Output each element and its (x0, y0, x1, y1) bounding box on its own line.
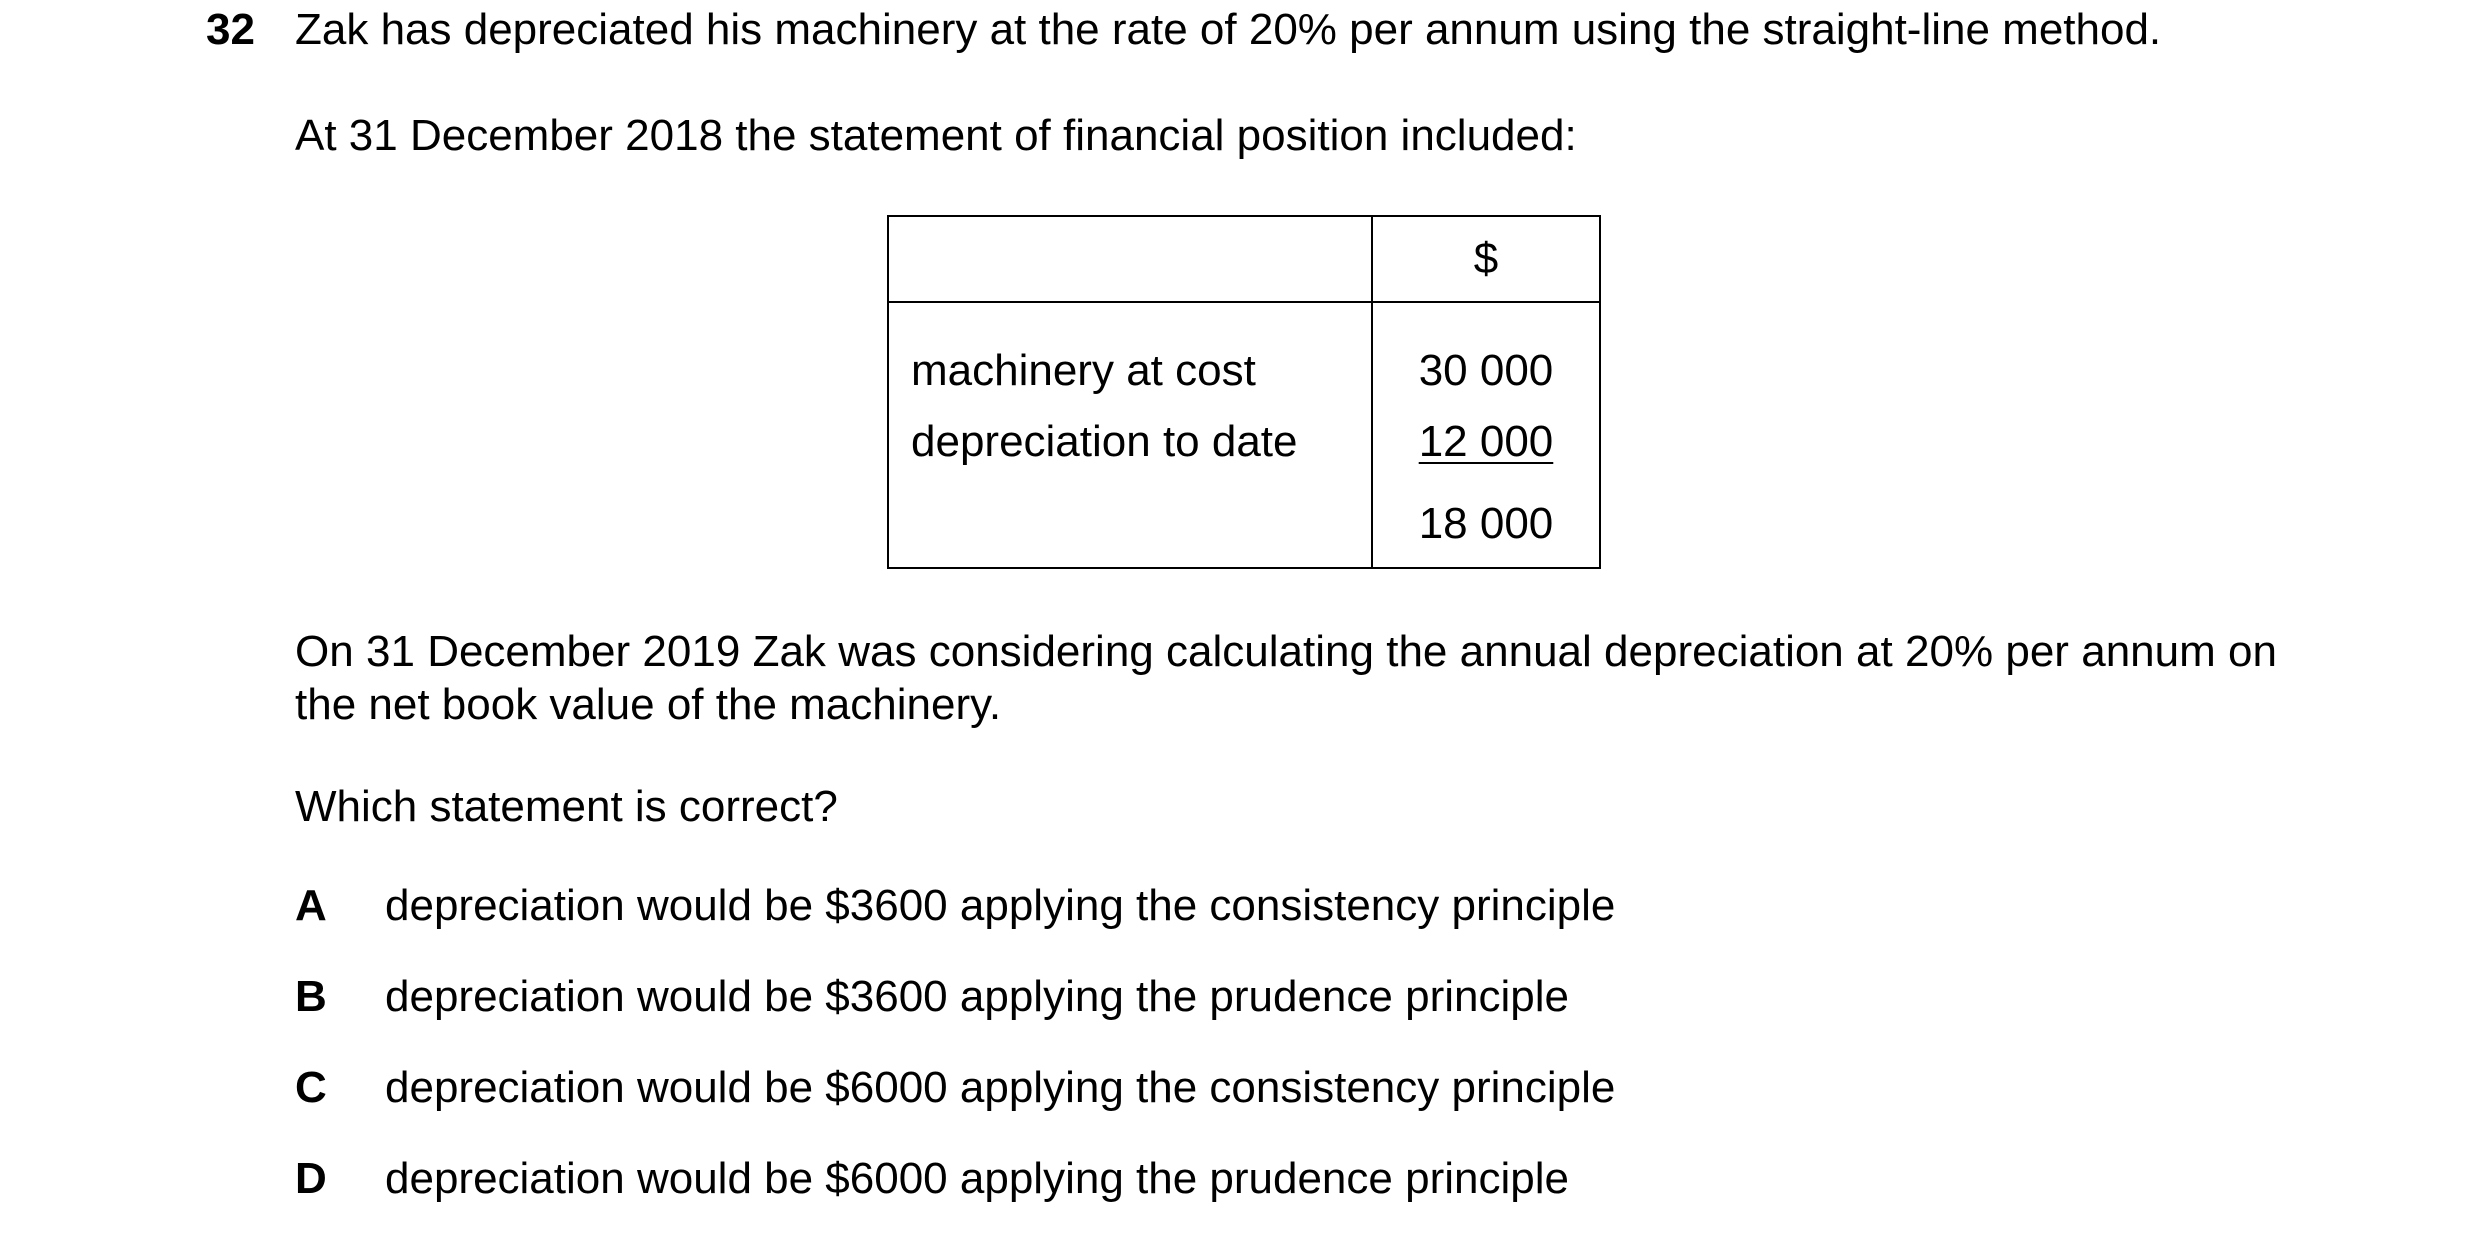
option-letter: A (295, 881, 327, 930)
table-intro: At 31 December 2018 the statement of financial position included: (295, 111, 1577, 160)
option-letter: B (295, 972, 327, 1021)
table-row (888, 414, 1600, 490)
table-row (888, 490, 1600, 568)
row-label (888, 490, 1372, 568)
row-amount: 30 000 (1372, 302, 1600, 414)
option-text: depreciation would be $3600 applying the consistency principle (385, 881, 1616, 930)
header-label-cell (888, 216, 1372, 302)
option-text: depreciation would be $3600 applying the prudence principle (385, 972, 1569, 1021)
question-prompt: Which statement is correct? (295, 782, 838, 831)
row-label: machinery at cost (888, 302, 1372, 414)
table-row (888, 302, 1600, 414)
row-amount: 12 000 (1372, 414, 1600, 490)
row-amount: 18 000 (1372, 490, 1600, 568)
question-stem: Zak has depreciated his machinery at the rate of 20% per annum using the straight-line method. (295, 5, 2162, 54)
scenario-paragraph: On 31 December 2019 Zak was considering calculating the annual depreciation at 20% per annum on the net book value of the machinery. (295, 627, 2277, 729)
financial-position-table (887, 215, 1601, 569)
option-text: depreciation would be $6000 applying the consistency principle (385, 1063, 1616, 1112)
question-number: 32 (206, 5, 255, 54)
row-label: depreciation to date (888, 414, 1372, 490)
currency-header: $ (1372, 216, 1600, 302)
table-header-row (888, 216, 1600, 302)
option-letter: D (295, 1154, 327, 1203)
option-letter: C (295, 1063, 327, 1112)
option-text: depreciation would be $6000 applying the prudence principle (385, 1154, 1569, 1203)
